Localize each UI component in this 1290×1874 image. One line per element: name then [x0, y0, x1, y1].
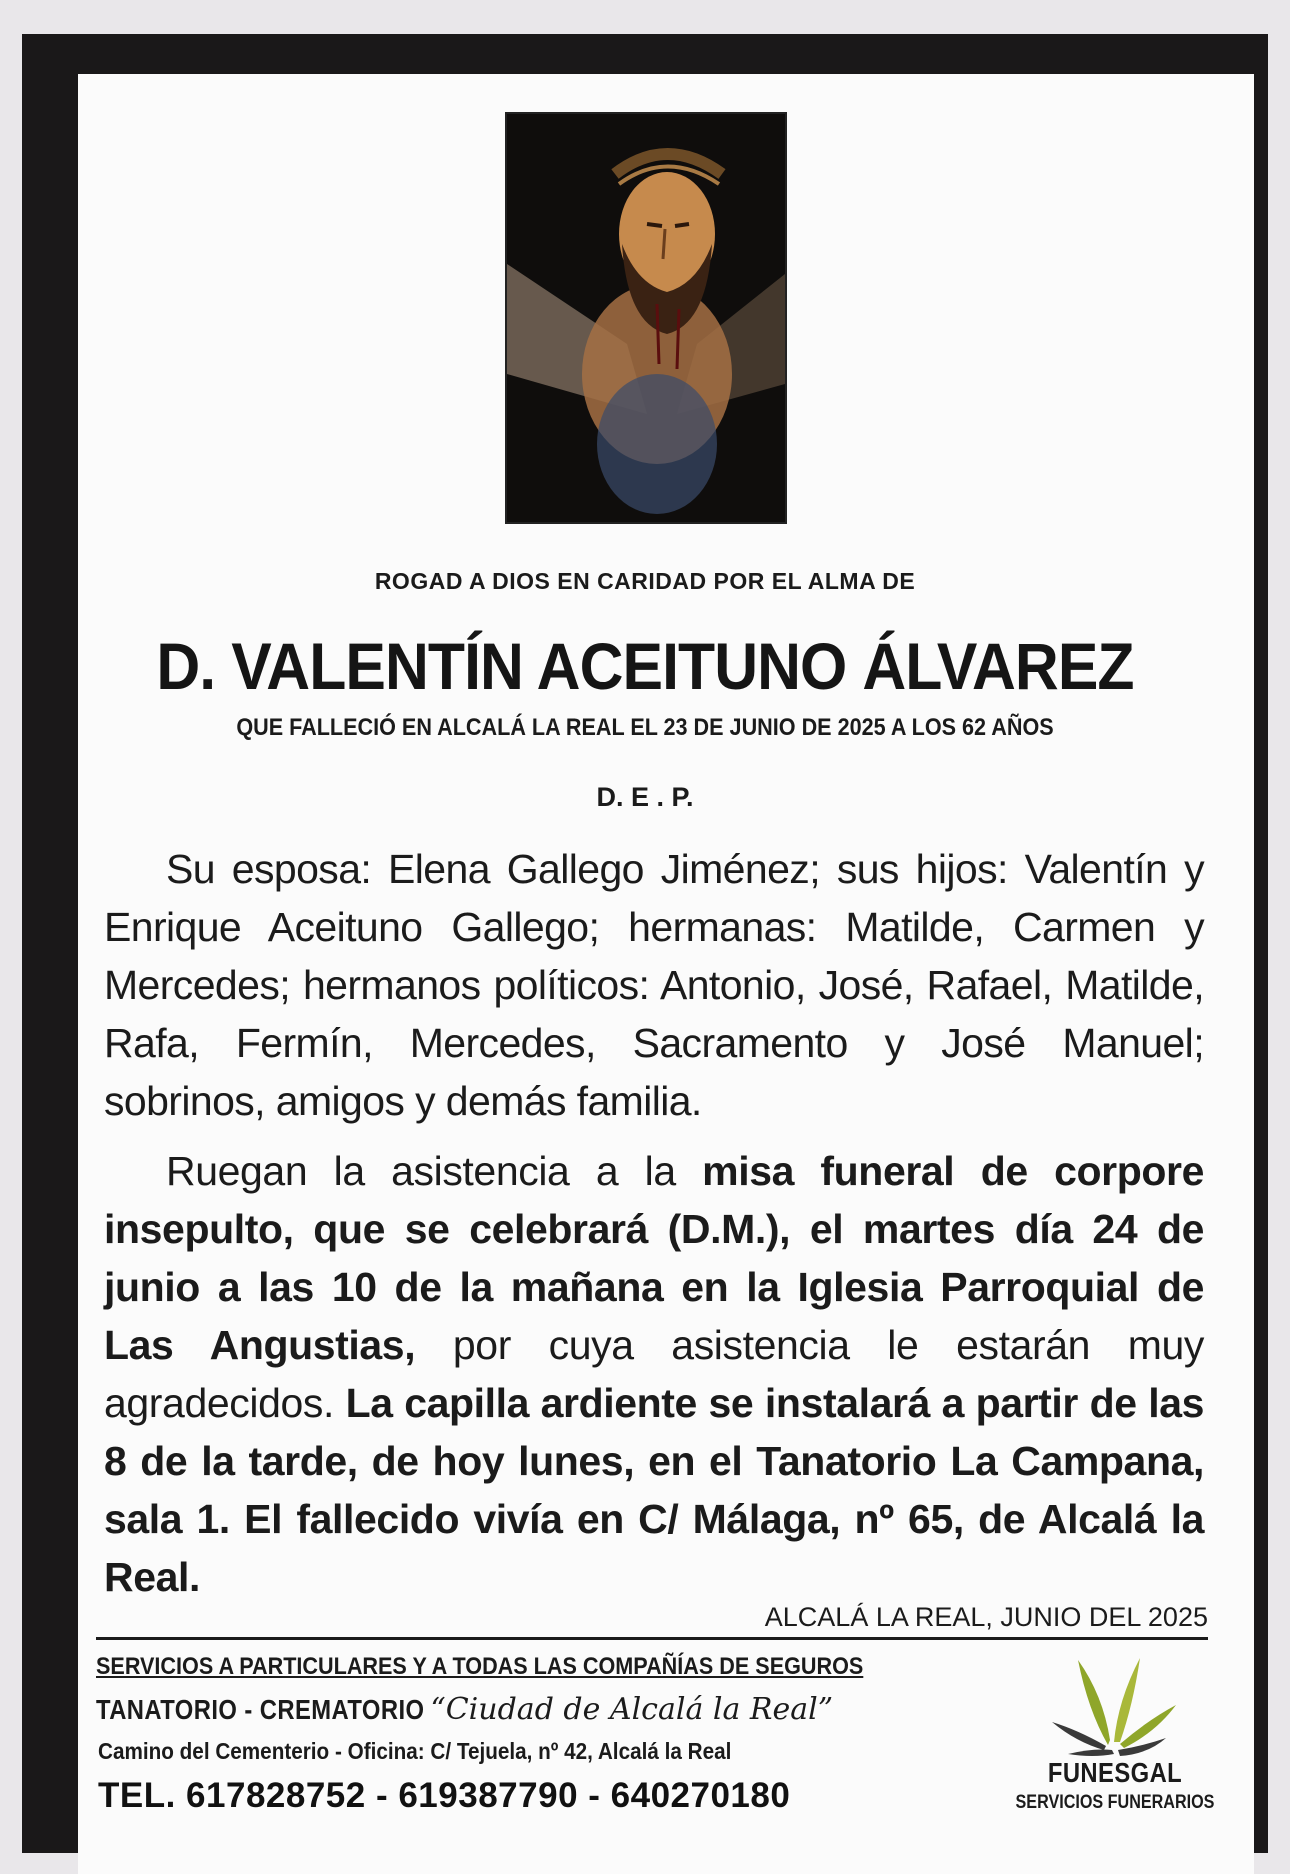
brand-name: FUNESGAL — [1047, 1757, 1183, 1788]
service-text-2: por cuya asistencia le estarán muy agradecidos. — [104, 1322, 1204, 1426]
family-paragraph: Su esposa: Elena Gallego Jiménez; sus hijos: Valentín y Enrique Aceituno Gallego; hermanas: Matilde, Carmen y Mercedes; hermanos políticos: Antonio, José, Rafael, Matilde, Rafa, Fermín, Mercedes, Sacramento y José Manuel; sobrinos, amigos y demás familia. — [104, 846, 1204, 1124]
address-line: Camino del Cementerio - Oficina: C/ Tejuela, nº 42, Alcalá la Real — [98, 1738, 732, 1764]
leaves-logo-icon — [1048, 1650, 1178, 1760]
ciudad-label: “Ciudad de Alcalá la Real” — [430, 1692, 834, 1727]
place-date: ALCALÁ LA REAL, JUNIO DEL 2025 — [764, 1602, 1208, 1632]
service-bold-2: La capilla ardiente se instalará a partir de las 8 de la tarde, de hoy lunes, en el Tanatorio La Campana, sala 1. El fallecido vivía en C/ Málaga, nº 65, de Alcalá la Real. — [104, 1380, 1205, 1600]
crucified-christ-icon — [507, 114, 785, 522]
services-line: SERVICIOS A PARTICULARES Y A TODAS LAS COMPAÑÍAS DE SEGUROS — [96, 1653, 864, 1680]
footer-divider — [96, 1637, 1208, 1640]
tanatorio-label: TANATORIO - CREMATORIO — [96, 1694, 425, 1725]
christ-portrait-image — [505, 112, 787, 524]
deceased-name: D. VALENTÍN ACEITUNO ÁLVAREZ — [156, 629, 1134, 703]
service-text-1: Ruegan la asistencia a la — [166, 1148, 703, 1194]
phone-numbers: TEL. 617828752 - 619387790 - 640270180 — [98, 1776, 791, 1815]
death-details: QUE FALLECIÓ EN ALCALÁ LA REAL EL 23 DE JUNIO DE 2025 A LOS 62 AÑOS — [236, 714, 1054, 741]
service-bold-1: misa funeral de corpore insepulto, que se celebrará (D.M.), el martes día 24 de junio a las 10 de la mañana en la Iglesia Parroquial de Las Angustias, — [104, 1148, 1204, 1368]
service-paragraph — [104, 1142, 1204, 1606]
tanatorio-line — [96, 1692, 833, 1727]
prayer-heading: ROGAD A DIOS EN CARIDAD POR EL ALMA DE — [374, 568, 916, 594]
brand-subtitle: SERVICIOS FUNERARIOS — [1015, 1792, 1215, 1813]
rip-abbreviation: D. E . P. — [596, 782, 694, 812]
